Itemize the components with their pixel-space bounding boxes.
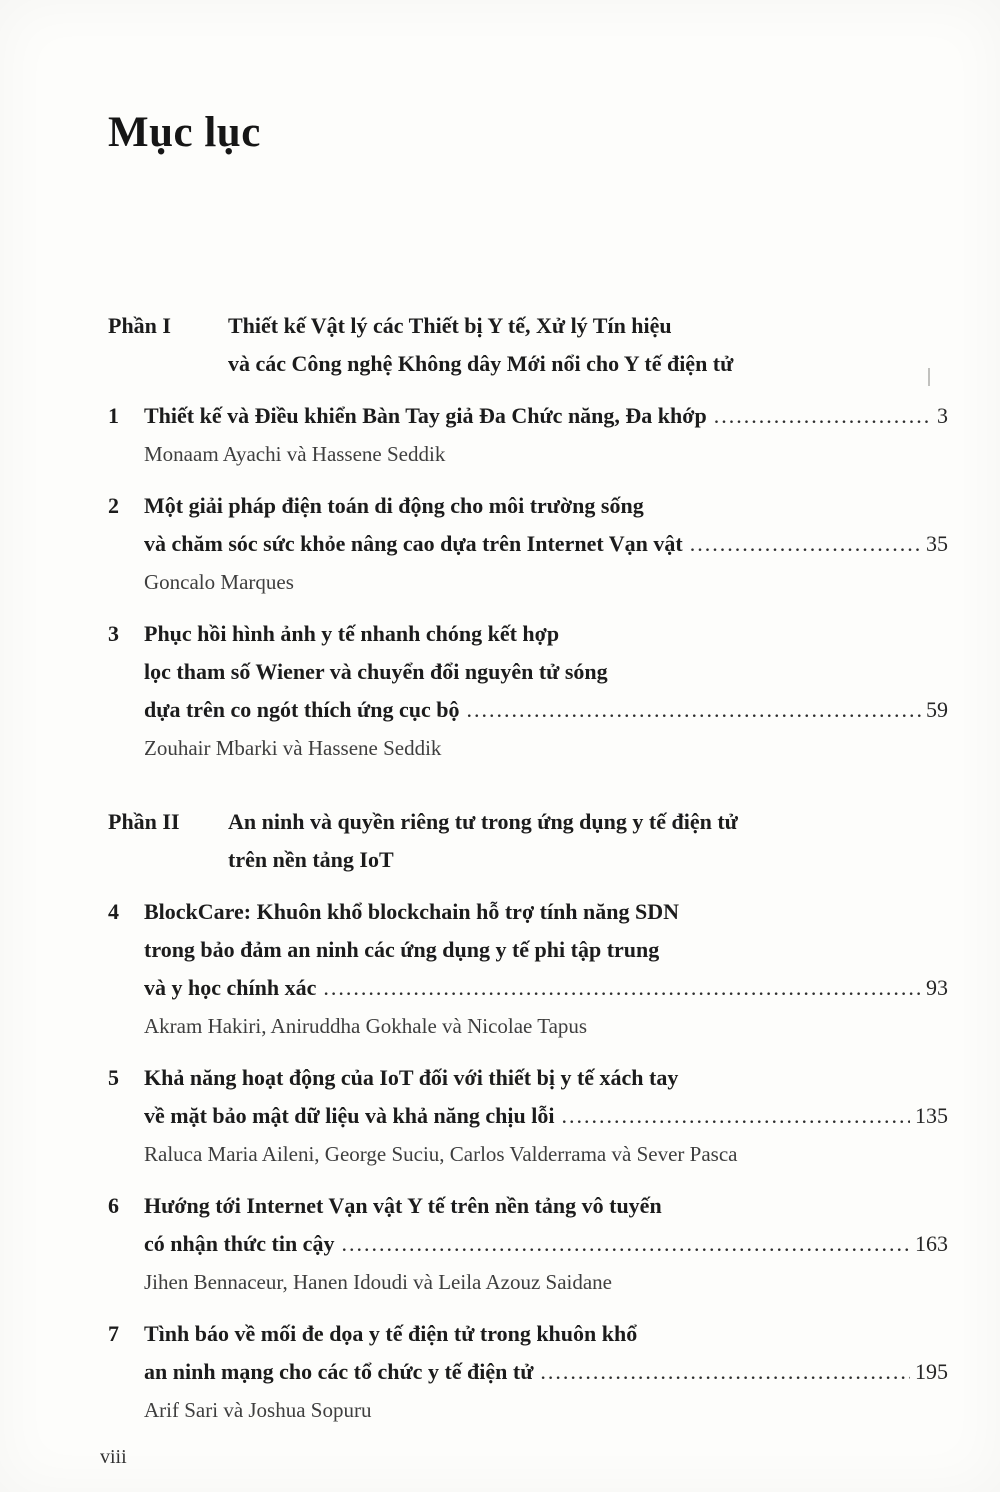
toc-entry xyxy=(108,893,948,1045)
section-heading xyxy=(108,803,948,879)
entry-authors: Goncalo Marques xyxy=(144,570,294,594)
entry-page-number: 3 xyxy=(937,403,948,428)
entry-authors: Zouhair Mbarki và Hassene Seddik xyxy=(144,736,442,760)
section-title xyxy=(228,307,948,383)
entry-body xyxy=(144,1059,948,1173)
entry-title-line: Phục hồi hình ảnh y tế nhanh chóng kết hợp xyxy=(144,621,560,646)
section-title xyxy=(228,803,948,879)
entry-title-text: an ninh mạng cho các tổ chức y tế điện tử xyxy=(144,1359,534,1384)
scan-artifact-mark xyxy=(928,368,930,386)
entry-number: 2 xyxy=(108,493,119,518)
entry-body xyxy=(144,615,948,767)
entry-title-line xyxy=(144,397,948,435)
entry-title-line xyxy=(144,1353,948,1391)
entry-title-line: Một giải pháp điện toán di động cho môi trường sống xyxy=(144,493,644,518)
dot-leader xyxy=(341,1225,910,1263)
entry-body xyxy=(144,397,948,473)
entry-title-line xyxy=(144,969,948,1007)
toc-entry xyxy=(108,1187,948,1301)
entry-number: 4 xyxy=(108,899,119,924)
dot-leader xyxy=(540,1353,910,1391)
entry-title-text: có nhận thức tin cậy xyxy=(144,1231,335,1256)
section-title-line: Thiết kế Vật lý các Thiết bị Y tế, Xử lý Tín hiệu xyxy=(228,313,672,338)
section-title-line: An ninh và quyền riêng tư trong ứng dụng y tế điện tử xyxy=(228,809,738,834)
dot-leader xyxy=(714,397,932,435)
entry-title-line xyxy=(144,1097,948,1135)
entry-title-line xyxy=(144,1225,948,1263)
entry-body xyxy=(144,487,948,601)
entry-title-text: và y học chính xác xyxy=(144,975,317,1000)
dot-leader xyxy=(466,691,921,729)
section-label: Phần I xyxy=(108,313,171,338)
entry-page-number: 35 xyxy=(926,531,948,556)
entry-number: 5 xyxy=(108,1065,119,1090)
entry-authors: Arif Sari và Joshua Sopuru xyxy=(144,1398,372,1422)
entry-title-line xyxy=(144,691,948,729)
entry-page-number: 59 xyxy=(926,697,948,722)
entry-title-line: lọc tham số Wiener và chuyển đổi nguyên tử sóng xyxy=(144,659,608,684)
entry-body xyxy=(144,893,948,1045)
toc-entry xyxy=(108,487,948,601)
section-label: Phần II xyxy=(108,809,180,834)
entry-title-text: Thiết kế và Điều khiển Bàn Tay giả Đa Chức năng, Đa khớp xyxy=(144,403,707,428)
toc-entry xyxy=(108,1059,948,1173)
entry-number: 6 xyxy=(108,1193,119,1218)
entry-title-line: Hướng tới Internet Vạn vật Y tế trên nền tảng vô tuyến xyxy=(144,1193,662,1218)
entry-page-number: 93 xyxy=(926,975,948,1000)
entry-page-number: 195 xyxy=(915,1359,948,1384)
entry-title-text: về mặt bảo mật dữ liệu và khả năng chịu lỗi xyxy=(144,1103,555,1128)
table-of-contents xyxy=(108,307,948,1429)
toc-entry xyxy=(108,397,948,473)
entry-authors: Jihen Bennaceur, Hanen Idoudi và Leila Azouz Saidane xyxy=(144,1270,612,1294)
entry-number: 1 xyxy=(108,403,119,428)
entry-title-text: và chăm sóc sức khỏe nâng cao dựa trên Internet Vạn vật xyxy=(144,531,683,556)
page-title: Mục lục xyxy=(108,109,261,156)
entry-authors: Akram Hakiri, Aniruddha Gokhale và Nicolae Tapus xyxy=(144,1014,588,1038)
dot-leader xyxy=(323,969,921,1007)
entry-title-line: trong bảo đảm an ninh các ứng dụng y tế phi tập trung xyxy=(144,937,660,962)
entry-body xyxy=(144,1187,948,1301)
toc-entry xyxy=(108,1315,948,1429)
entry-title-line xyxy=(144,525,948,563)
entry-body xyxy=(144,1315,948,1429)
section-title-line: và các Công nghệ Không dây Mới nổi cho Y tế điện tử xyxy=(228,351,734,376)
dot-leader xyxy=(690,525,921,563)
entry-title-line: BlockCare: Khuôn khổ blockchain hỗ trợ tính năng SDN xyxy=(144,899,680,924)
entry-page-number: 163 xyxy=(915,1231,948,1256)
entry-title-line: Khả năng hoạt động của IoT đối với thiết bị y tế xách tay xyxy=(144,1065,679,1090)
page-number-footer: viii xyxy=(100,1446,127,1468)
section-title-line: trên nền tảng IoT xyxy=(228,847,394,872)
dot-leader xyxy=(561,1097,910,1135)
entry-page-number: 135 xyxy=(915,1103,948,1128)
entry-number: 7 xyxy=(108,1321,119,1346)
entry-title-line: Tình báo về mối đe dọa y tế điện tử trong khuôn khổ xyxy=(144,1321,638,1346)
section-heading xyxy=(108,307,948,383)
entry-number: 3 xyxy=(108,621,119,646)
entry-authors: Raluca Maria Aileni, George Suciu, Carlos Valderrama và Sever Pasca xyxy=(144,1142,738,1166)
entry-title-text: dựa trên co ngót thích ứng cục bộ xyxy=(144,697,460,722)
entry-authors: Monaam Ayachi và Hassene Seddik xyxy=(144,442,446,466)
toc-entry xyxy=(108,615,948,767)
